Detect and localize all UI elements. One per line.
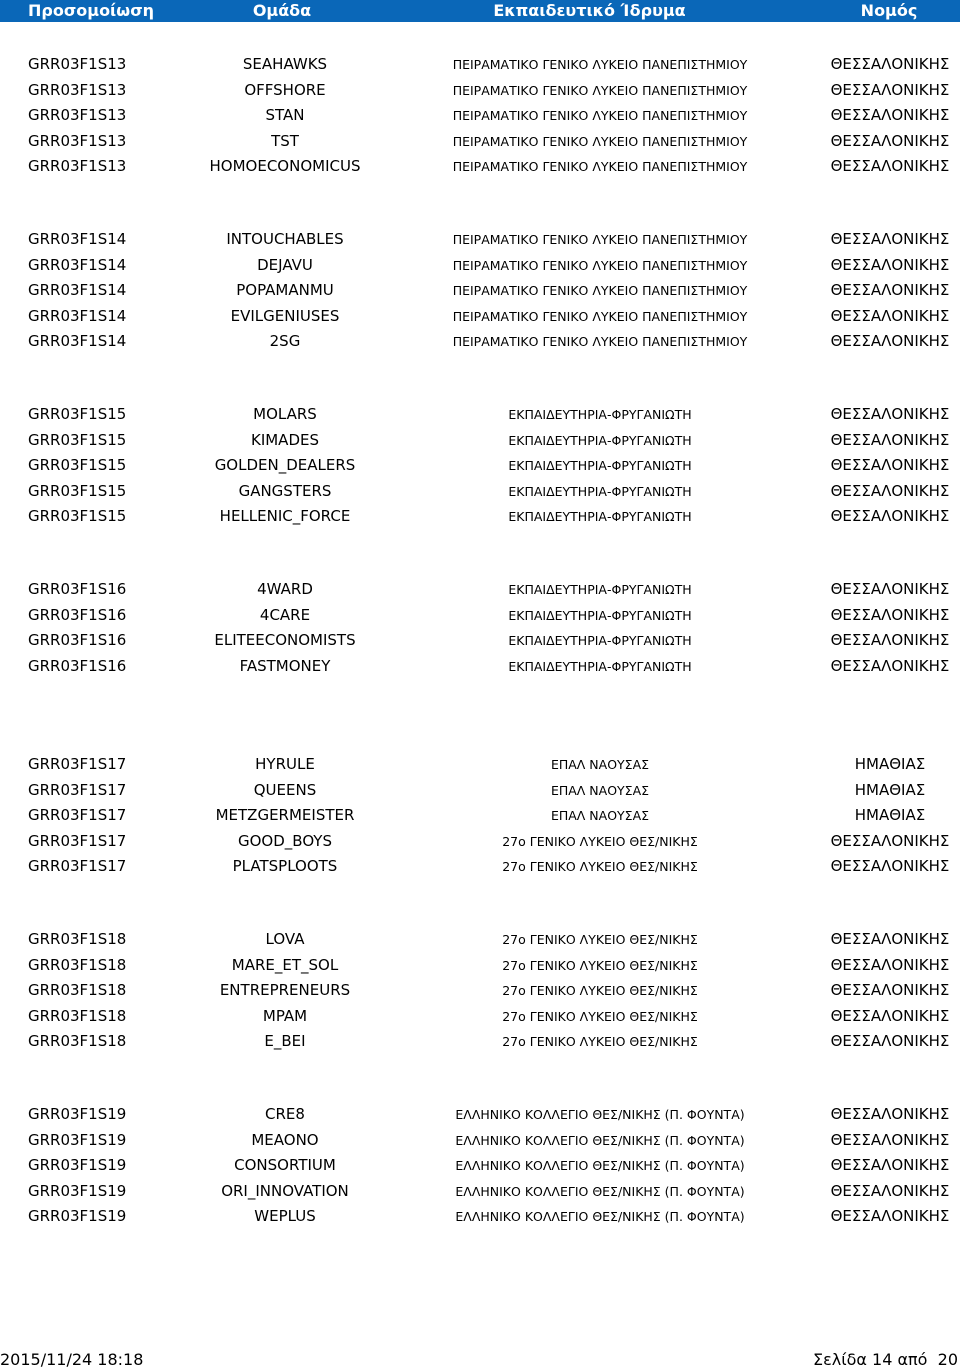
- simulation-group: [0, 402, 960, 577]
- table-row: [0, 227, 960, 253]
- simulation-cell: GRR03F1S19: [28, 1156, 127, 1174]
- team-cell: HOMOECONOMICUS: [209, 157, 361, 175]
- table-row: [0, 52, 960, 78]
- prefecture-cell: ΘΕΣΣΑΛΟΝΙΚΗΣ: [830, 580, 950, 598]
- simulation-cell: GRR03F1S18: [28, 981, 127, 999]
- simulation-cell: GRR03F1S15: [28, 456, 127, 474]
- prefecture-cell: ΘΕΣΣΑΛΟΝΙΚΗΣ: [830, 430, 950, 449]
- team-cell: POPAMANMU: [236, 281, 334, 299]
- team-cell: MEAONO: [251, 1130, 319, 1149]
- simulation-cell: GRR03F1S17: [28, 806, 127, 824]
- page-footer: [0, 1350, 960, 1370]
- table-row: [0, 603, 960, 629]
- team-cell: HYRULE: [255, 755, 315, 773]
- team-cell: SEAHAWKS: [242, 55, 328, 73]
- school-cell: ΠΕΙΡΑΜΑΤΙΚΟ ΓΕΝΙΚΟ ΛΥΚΕΙΟ ΠΑΝΕΠΙΣΤΗΜΙΟΥ: [452, 159, 748, 174]
- simulation-cell: GRR03F1S14: [28, 230, 127, 248]
- table-row: [0, 304, 960, 330]
- school-cell: ΕΛΛΗΝΙΚΟ ΚΟΛΛΕΓΙΟ ΘΕΣ/ΝΙΚΗΣ (Π. ΦΟΥΝΤΑ): [455, 1107, 745, 1122]
- table-row: [0, 78, 960, 104]
- simulation-cell: GRR03F1S14: [28, 306, 127, 325]
- prefecture-cell: ΘΕΣΣΑΛΟΝΙΚΗΣ: [830, 1156, 950, 1174]
- school-cell: ΕΚΠΑΙΔΕΥΤΗΡΙΑ-ΦΡΥΓΑΝΙΩΤΗ: [508, 509, 692, 524]
- prefecture-cell: ΘΕΣΣΑΛΟΝΙΚΗΣ: [830, 955, 950, 974]
- prefecture-cell: ΘΕΣΣΑΛΟΝΙΚΗΣ: [830, 106, 950, 124]
- school-cell: ΕΛΛΗΝΙΚΟ ΚΟΛΛΕΓΙΟ ΘΕΣ/ΝΙΚΗΣ (Π. ΦΟΥΝΤΑ): [455, 1158, 745, 1173]
- school-cell: 27ο ΓΕΝΙΚΟ ΛΥΚΕΙΟ ΘΕΣ/ΝΙΚΗΣ: [502, 983, 698, 998]
- table-row: [0, 504, 960, 530]
- school-cell: ΕΚΠΑΙΔΕΥΤΗΡΙΑ-ΦΡΥΓΑΝΙΩΤΗ: [508, 483, 692, 499]
- simulation-cell: GRR03F1S19: [28, 1130, 127, 1149]
- team-cell: PLATSPLOOTS: [232, 857, 338, 875]
- simulation-cell: GRR03F1S18: [28, 930, 127, 948]
- prefecture-cell: ΘΕΣΣΑΛΟΝΙΚΗΣ: [830, 80, 950, 99]
- table-row: [0, 1102, 960, 1128]
- school-cell: ΠΕΙΡΑΜΑΤΙΚΟ ΓΕΝΙΚΟ ΛΥΚΕΙΟ ΠΑΝΕΠΙΣΤΗΜΙΟΥ: [452, 82, 748, 98]
- school-cell: ΕΛΛΗΝΙΚΟ ΚΟΛΛΕΓΙΟ ΘΕΣ/ΝΙΚΗΣ (Π. ΦΟΥΝΤΑ): [455, 1183, 745, 1199]
- teams-table: [0, 52, 960, 1277]
- table-row: [0, 654, 960, 680]
- simulation-cell: GRR03F1S19: [28, 1105, 127, 1123]
- table-row: [0, 428, 960, 454]
- simulation-cell: GRR03F1S15: [28, 507, 127, 525]
- table-row: [0, 154, 960, 180]
- simulation-cell: GRR03F1S19: [28, 1207, 127, 1225]
- prefecture-cell: ΘΕΣΣΑΛΟΝΙΚΗΣ: [830, 631, 950, 649]
- prefecture-cell: ΘΕΣΣΑΛΟΝΙΚΗΣ: [830, 605, 950, 624]
- prefecture-cell: ΘΕΣΣΑΛΟΝΙΚΗΣ: [830, 481, 950, 500]
- simulation-cell: GRR03F1S18: [28, 955, 127, 974]
- table-row: [0, 927, 960, 953]
- team-cell: CRE8: [265, 1105, 305, 1123]
- prefecture-cell: ΘΕΣΣΑΛΟΝΙΚΗΣ: [830, 456, 950, 474]
- team-cell: ENTREPRENEURS: [219, 981, 351, 999]
- table-row: [0, 103, 960, 129]
- prefecture-cell: ΘΕΣΣΑΛΟΝΙΚΗΣ: [830, 1207, 950, 1225]
- team-cell: DEJAVU: [257, 255, 313, 274]
- footer-datetime: 2015/11/24 18:18: [0, 1350, 144, 1369]
- simulation-cell: GRR03F1S19: [28, 1181, 127, 1200]
- school-cell: ΕΚΠΑΙΔΕΥΤΗΡΙΑ-ΦΡΥΓΑΝΙΩΤΗ: [508, 658, 692, 674]
- prefecture-cell: ΘΕΣΣΑΛΟΝΙΚΗΣ: [830, 981, 950, 999]
- table-row: [0, 1029, 960, 1055]
- prefecture-cell: ΘΕΣΣΑΛΟΝΙΚΗΣ: [830, 255, 950, 274]
- prefecture-cell: ΘΕΣΣΑΛΟΝΙΚΗΣ: [830, 131, 950, 150]
- prefecture-cell: ΗΜΑΘΙΑΣ: [854, 806, 926, 824]
- school-cell: ΕΚΠΑΙΔΕΥΤΗΡΙΑ-ΦΡΥΓΑΝΙΩΤΗ: [508, 633, 692, 648]
- team-cell: 2SG: [269, 332, 301, 350]
- team-cell: GANGSTERS: [238, 481, 332, 500]
- table-row: [0, 1204, 960, 1230]
- header-team: Ομάδα: [252, 1, 312, 20]
- prefecture-cell: ΘΕΣΣΑΛΟΝΙΚΗΣ: [830, 157, 950, 175]
- team-cell: GOLDEN_DEALERS: [214, 456, 356, 474]
- school-cell: ΕΚΠΑΙΔΕΥΤΗΡΙΑ-ΦΡΥΓΑΝΙΩΤΗ: [508, 432, 692, 448]
- simulation-cell: GRR03F1S17: [28, 857, 127, 875]
- school-cell: ΕΛΛΗΝΙΚΟ ΚΟΛΛΕΓΙΟ ΘΕΣ/ΝΙΚΗΣ (Π. ΦΟΥΝΤΑ): [455, 1132, 745, 1148]
- prefecture-cell: ΘΕΣΣΑΛΟΝΙΚΗΣ: [830, 507, 950, 525]
- simulation-cell: GRR03F1S15: [28, 430, 127, 449]
- table-row: [0, 1128, 960, 1154]
- simulation-cell: GRR03F1S16: [28, 631, 127, 649]
- simulation-cell: GRR03F1S17: [28, 755, 127, 773]
- footer-page-number: Σελίδα 14 από 20: [812, 1350, 958, 1369]
- prefecture-cell: ΘΕΣΣΑΛΟΝΙΚΗΣ: [830, 230, 950, 248]
- table-row: [0, 402, 960, 428]
- school-cell: ΠΕΙΡΑΜΑΤΙΚΟ ΓΕΝΙΚΟ ΛΥΚΕΙΟ ΠΑΝΕΠΙΣΤΗΜΙΟΥ: [452, 108, 748, 123]
- simulation-cell: GRR03F1S14: [28, 255, 127, 274]
- simulation-group: [0, 927, 960, 1102]
- school-cell: ΠΕΙΡΑΜΑΤΙΚΟ ΓΕΝΙΚΟ ΛΥΚΕΙΟ ΠΑΝΕΠΙΣΤΗΜΙΟΥ: [452, 232, 748, 247]
- simulation-cell: GRR03F1S13: [28, 106, 127, 124]
- table-row: [0, 253, 960, 279]
- table-row: [0, 778, 960, 804]
- team-cell: MOLARS: [253, 405, 317, 423]
- simulation-cell: GRR03F1S13: [28, 55, 127, 73]
- table-row: [0, 1153, 960, 1179]
- prefecture-cell: ΘΕΣΣΑΛΟΝΙΚΗΣ: [830, 1105, 950, 1123]
- prefecture-cell: ΘΕΣΣΑΛΟΝΙΚΗΣ: [830, 1130, 950, 1149]
- team-cell: ORI_INNOVATION: [221, 1181, 349, 1200]
- prefecture-cell: ΘΕΣΣΑΛΟΝΙΚΗΣ: [830, 1181, 950, 1200]
- school-cell: 27ο ΓΕΝΙΚΟ ΛΥΚΕΙΟ ΘΕΣ/ΝΙΚΗΣ: [502, 833, 698, 849]
- prefecture-cell: ΘΕΣΣΑΛΟΝΙΚΗΣ: [830, 55, 950, 73]
- school-cell: ΠΕΙΡΑΜΑΤΙΚΟ ΓΕΝΙΚΟ ΛΥΚΕΙΟ ΠΑΝΕΠΙΣΤΗΜΙΟΥ: [452, 283, 748, 298]
- table-row: [0, 752, 960, 778]
- prefecture-cell: ΘΕΣΣΑΛΟΝΙΚΗΣ: [830, 656, 950, 675]
- simulation-cell: GRR03F1S17: [28, 831, 127, 850]
- simulation-cell: GRR03F1S16: [28, 605, 127, 624]
- prefecture-cell: ΘΕΣΣΑΛΟΝΙΚΗΣ: [830, 930, 950, 948]
- table-row: [0, 1179, 960, 1205]
- table-row: [0, 854, 960, 880]
- prefecture-cell: ΘΕΣΣΑΛΟΝΙΚΗΣ: [830, 405, 950, 423]
- school-cell: 27ο ΓΕΝΙΚΟ ΛΥΚΕΙΟ ΘΕΣ/ΝΙΚΗΣ: [502, 932, 698, 947]
- table-row: [0, 129, 960, 155]
- school-cell: ΕΚΠΑΙΔΕΥΤΗΡΙΑ-ΦΡΥΓΑΝΙΩΤΗ: [508, 407, 692, 422]
- team-cell: GOOD_BOYS: [238, 831, 332, 850]
- simulation-group: [0, 227, 960, 402]
- team-cell: TST: [271, 131, 299, 150]
- table-row: [0, 278, 960, 304]
- school-cell: ΠΕΙΡΑΜΑΤΙΚΟ ΓΕΝΙΚΟ ΛΥΚΕΙΟ ΠΑΝΕΠΙΣΤΗΜΙΟΥ: [452, 57, 748, 72]
- prefecture-cell: ΘΕΣΣΑΛΟΝΙΚΗΣ: [830, 831, 950, 850]
- team-cell: E_BEI: [264, 1032, 306, 1050]
- team-cell: STAN: [265, 106, 305, 124]
- school-cell: ΕΚΠΑΙΔΕΥΤΗΡΙΑ-ΦΡΥΓΑΝΙΩΤΗ: [508, 607, 692, 623]
- prefecture-cell: ΗΜΑΘΙΑΣ: [854, 780, 926, 799]
- table-row: [0, 1004, 960, 1030]
- simulation-group: [0, 1102, 960, 1277]
- team-cell: CONSORTIUM: [234, 1156, 336, 1174]
- header-school: Εκπαιδευτικό Ίδρυμα: [493, 1, 686, 20]
- header-prefecture: Νομός: [860, 1, 918, 20]
- prefecture-cell: ΘΕΣΣΑΛΟΝΙΚΗΣ: [830, 332, 950, 350]
- team-cell: METZGERMEISTER: [215, 806, 355, 824]
- simulation-cell: GRR03F1S18: [28, 1006, 127, 1025]
- team-cell: OFFSHORE: [244, 80, 326, 99]
- simulation-cell: GRR03F1S15: [28, 405, 127, 423]
- team-cell: 4WARD: [257, 580, 313, 598]
- team-cell: FASTMONEY: [239, 656, 331, 675]
- team-cell: QUEENS: [253, 780, 317, 799]
- simulation-cell: GRR03F1S14: [28, 332, 127, 350]
- team-cell: HELLENIC_FORCE: [219, 507, 351, 525]
- table-row: [0, 829, 960, 855]
- team-cell: MPAM: [262, 1006, 308, 1025]
- table-row: [0, 978, 960, 1004]
- school-cell: ΠΕΙΡΑΜΑΤΙΚΟ ΓΕΝΙΚΟ ΛΥΚΕΙΟ ΠΑΝΕΠΙΣΤΗΜΙΟΥ: [452, 308, 748, 324]
- simulation-group: [0, 752, 960, 927]
- table-row: [0, 953, 960, 979]
- school-cell: ΕΚΠΑΙΔΕΥΤΗΡΙΑ-ΦΡΥΓΑΝΙΩΤΗ: [508, 582, 692, 597]
- team-cell: ELITEECONOMISTS: [214, 631, 356, 649]
- school-cell: ΕΠΑΛ ΝΑΟΥΣΑΣ: [550, 782, 650, 798]
- team-cell: INTOUCHABLES: [226, 230, 344, 248]
- team-cell: LOVA: [265, 930, 305, 948]
- school-cell: ΕΚΠΑΙΔΕΥΤΗΡΙΑ-ΦΡΥΓΑΝΙΩΤΗ: [508, 458, 692, 473]
- school-cell: ΕΛΛΗΝΙΚΟ ΚΟΛΛΕΓΙΟ ΘΕΣ/ΝΙΚΗΣ (Π. ΦΟΥΝΤΑ): [455, 1209, 745, 1224]
- simulation-cell: GRR03F1S13: [28, 157, 127, 175]
- school-cell: ΕΠΑΛ ΝΑΟΥΣΑΣ: [550, 757, 650, 772]
- prefecture-cell: ΘΕΣΣΑΛΟΝΙΚΗΣ: [830, 281, 950, 299]
- school-cell: ΠΕΙΡΑΜΑΤΙΚΟ ΓΕΝΙΚΟ ΛΥΚΕΙΟ ΠΑΝΕΠΙΣΤΗΜΙΟΥ: [452, 257, 748, 273]
- team-cell: WEPLUS: [254, 1207, 316, 1225]
- table-row: [0, 453, 960, 479]
- prefecture-cell: ΘΕΣΣΑΛΟΝΙΚΗΣ: [830, 1006, 950, 1025]
- table-row: [0, 329, 960, 355]
- simulation-cell: GRR03F1S16: [28, 656, 127, 675]
- school-cell: 27ο ΓΕΝΙΚΟ ΛΥΚΕΙΟ ΘΕΣ/ΝΙΚΗΣ: [502, 957, 698, 973]
- simulation-cell: GRR03F1S13: [28, 131, 127, 150]
- simulation-cell: GRR03F1S16: [28, 580, 127, 598]
- simulation-group: [0, 52, 960, 227]
- prefecture-cell: ΘΕΣΣΑΛΟΝΙΚΗΣ: [830, 857, 950, 875]
- table-row: [0, 628, 960, 654]
- school-cell: ΕΠΑΛ ΝΑΟΥΣΑΣ: [550, 808, 650, 823]
- team-cell: KIMADES: [250, 430, 319, 449]
- school-cell: ΠΕΙΡΑΜΑΤΙΚΟ ΓΕΝΙΚΟ ΛΥΚΕΙΟ ΠΑΝΕΠΙΣΤΗΜΙΟΥ: [452, 133, 748, 149]
- simulation-group: [0, 577, 960, 752]
- simulation-cell: GRR03F1S17: [28, 780, 127, 799]
- simulation-cell: GRR03F1S13: [28, 80, 127, 99]
- header-simulation: Προσομοίωση: [28, 1, 155, 20]
- simulation-cell: GRR03F1S15: [28, 481, 127, 500]
- prefecture-cell: ΘΕΣΣΑΛΟΝΙΚΗΣ: [830, 306, 950, 325]
- school-cell: 27ο ΓΕΝΙΚΟ ΛΥΚΕΙΟ ΘΕΣ/ΝΙΚΗΣ: [502, 1034, 698, 1049]
- table-header: [0, 0, 960, 22]
- team-cell: 4CARE: [259, 605, 311, 624]
- team-cell: MARE_ET_SOL: [231, 955, 339, 974]
- simulation-cell: GRR03F1S14: [28, 281, 127, 299]
- table-row: [0, 479, 960, 505]
- team-cell: EVILGENIUSES: [230, 306, 340, 325]
- school-cell: 27ο ΓΕΝΙΚΟ ΛΥΚΕΙΟ ΘΕΣ/ΝΙΚΗΣ: [502, 859, 698, 874]
- prefecture-cell: ΘΕΣΣΑΛΟΝΙΚΗΣ: [830, 1032, 950, 1050]
- prefecture-cell: ΗΜΑΘΙΑΣ: [854, 755, 926, 773]
- simulation-cell: GRR03F1S18: [28, 1032, 127, 1050]
- school-cell: ΠΕΙΡΑΜΑΤΙΚΟ ΓΕΝΙΚΟ ΛΥΚΕΙΟ ΠΑΝΕΠΙΣΤΗΜΙΟΥ: [452, 334, 748, 349]
- table-row: [0, 577, 960, 603]
- table-row: [0, 803, 960, 829]
- school-cell: 27ο ΓΕΝΙΚΟ ΛΥΚΕΙΟ ΘΕΣ/ΝΙΚΗΣ: [502, 1008, 698, 1024]
